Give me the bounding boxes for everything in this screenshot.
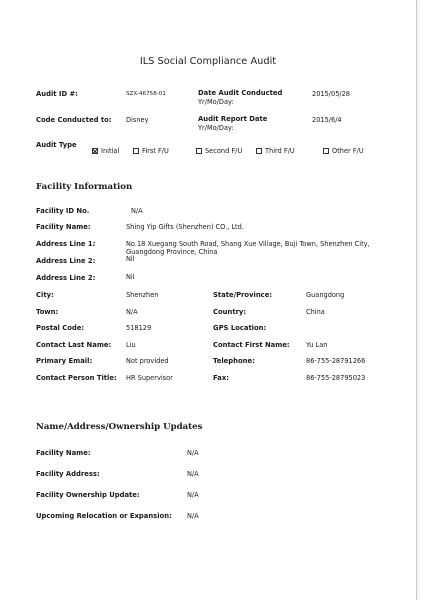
audit-type-other-fu[interactable] xyxy=(323,148,364,155)
update-facility-name-value: N/A xyxy=(187,449,199,457)
facility-name-value: Shing Yip Gifts (Shenzhen) CO., Ltd. xyxy=(126,223,244,231)
facility-id-label: Facility ID No. xyxy=(36,207,90,215)
update-facility-address-value: N/A xyxy=(187,470,199,478)
town-label: Town: xyxy=(36,308,59,316)
telephone-value: 86-755-28791266 xyxy=(306,357,366,365)
updates-heading: Name/Address/Ownership Updates xyxy=(36,422,203,432)
gps-location-label: GPS Location: xyxy=(213,324,267,332)
checkbox-checked-icon[interactable] xyxy=(92,148,98,154)
update-ownership-label: Facility Ownership Update: xyxy=(36,491,140,499)
contact-person-title-label: Contact Person Title: xyxy=(36,374,117,382)
city-value: Shenzhen xyxy=(126,291,159,299)
report-date-sub: Yr/Mo/Day: xyxy=(198,124,234,132)
date-conducted-label: Date Audit Conducted xyxy=(198,89,283,97)
update-facility-name-label: Facility Name: xyxy=(36,449,91,457)
audit-type-initial-label: Initial xyxy=(101,147,120,155)
checkbox-icon[interactable] xyxy=(256,148,262,154)
city-label: City: xyxy=(36,291,54,299)
contact-first-name-value: Yu Lan xyxy=(306,341,328,349)
audit-type-first-fu-label: First F/U xyxy=(142,147,169,155)
update-relocation-label: Upcoming Relocation or Expansion: xyxy=(36,512,172,520)
page-title: ILS Social Compliance Audit xyxy=(139,56,277,67)
address-line-2-label: Address Line 2: xyxy=(36,257,96,265)
facility-name-label: Facility Name: xyxy=(36,223,91,231)
contact-first-name-label: Contact First Name: xyxy=(213,341,290,349)
report-date-label: Audit Report Date xyxy=(198,115,268,123)
primary-email-value: Not provided xyxy=(126,357,169,365)
fax-label: Fax: xyxy=(213,374,229,382)
audit-type-second-fu[interactable] xyxy=(196,148,242,155)
code-conducted-value: Disney xyxy=(126,116,149,124)
address-line-1-value: No.18 Xuegang South Road, Shang Xue Village, Buji Town, Shenzhen City, Guangdong Province, China xyxy=(126,240,370,256)
code-conducted-label: Code Conducted to: xyxy=(36,116,112,124)
update-facility-address-label: Facility Address: xyxy=(36,470,100,478)
audit-type-first-fu[interactable] xyxy=(133,148,169,155)
country-value: China xyxy=(306,308,325,316)
town-value: N/A xyxy=(126,308,138,316)
date-conducted-value: 2015/05/28 xyxy=(312,90,351,98)
date-conducted-sub: Yr/Mo/Day: xyxy=(198,98,234,106)
audit-type-third-fu-label: Third F/U xyxy=(265,147,295,155)
postal-code-label: Postal Code: xyxy=(36,324,85,332)
audit-id-label: Audit ID #: xyxy=(36,90,78,98)
checkbox-icon[interactable] xyxy=(196,148,202,154)
audit-type-initial[interactable] xyxy=(92,148,119,155)
checkbox-icon[interactable] xyxy=(323,148,329,154)
contact-person-title-value: HR Supervisor xyxy=(126,374,173,382)
address-line-2b-value: Nil xyxy=(126,273,135,281)
primary-email-label: Primary Email: xyxy=(36,357,93,365)
report-date-value: 2015/6/4 xyxy=(312,116,342,124)
audit-type-other-fu-label: Other F/U xyxy=(332,147,364,155)
contact-last-name-value: Liu xyxy=(126,341,136,349)
fax-value: 86-755-28795023 xyxy=(306,374,366,382)
address-line-1-label: Address Line 1: xyxy=(36,240,96,248)
update-relocation-value: N/A xyxy=(187,512,199,520)
audit-type-label: Audit Type xyxy=(36,141,77,149)
audit-type-second-fu-label: Second F/U xyxy=(205,147,243,155)
postal-code-value: 518129 xyxy=(126,324,152,332)
audit-id-value: SZX-46758-01 xyxy=(126,91,166,97)
audit-type-third-fu[interactable] xyxy=(256,148,295,155)
telephone-label: Telephone: xyxy=(213,357,255,365)
address-line-2-value: Nil xyxy=(126,255,135,263)
address-line-2b-label: Address Line 2: xyxy=(36,274,96,282)
state-label: State/Province: xyxy=(213,291,273,299)
country-label: Country: xyxy=(213,308,247,316)
facility-id-value: N/A xyxy=(131,207,143,215)
update-ownership-value: N/A xyxy=(187,491,199,499)
facility-info-heading: Facility Information xyxy=(36,182,133,192)
checkbox-icon[interactable] xyxy=(133,148,139,154)
state-value: Guangdong xyxy=(306,291,345,299)
contact-last-name-label: Contact Last Name: xyxy=(36,341,112,349)
